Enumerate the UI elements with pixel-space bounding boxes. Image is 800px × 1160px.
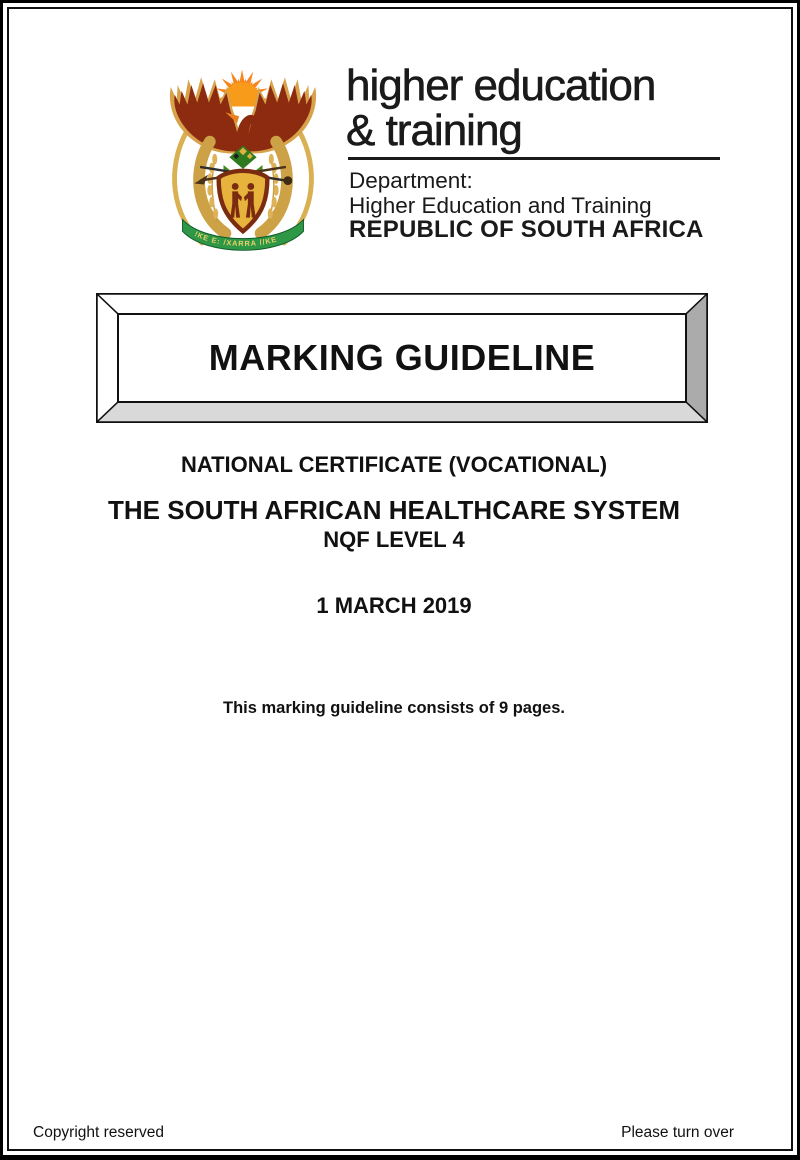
exam-date: 1 MARCH 2019 bbox=[316, 593, 472, 618]
turn-over-note: Please turn over bbox=[621, 1124, 734, 1141]
marking-guideline-title: MARKING GUIDELINE bbox=[208, 337, 596, 378]
subject-title: THE SOUTH AFRICAN HEALTHCARE SYSTEM bbox=[108, 495, 680, 525]
wordmark-line2: & training bbox=[346, 106, 522, 155]
south-africa-coat-of-arms-icon bbox=[165, 67, 321, 263]
certificate-heading: NATIONAL CERTIFICATE (VOCATIONAL) bbox=[180, 452, 608, 477]
department-block bbox=[349, 169, 704, 243]
department-name: Higher Education and Training bbox=[349, 192, 652, 218]
dhet-wordmark bbox=[346, 63, 655, 153]
emblem-motto-text: !KE E: /XARRA //KE bbox=[193, 229, 279, 248]
logo-divider-rule bbox=[348, 157, 720, 160]
page-inner-border bbox=[7, 7, 793, 1151]
wordmark-line1: higher education bbox=[346, 61, 656, 110]
copyright-note: Copyright reserved bbox=[33, 1124, 164, 1141]
country-name: REPUBLIC OF SOUTH AFRICA bbox=[349, 216, 704, 243]
marking-guideline-box bbox=[96, 293, 708, 423]
pages-note: This marking guideline consists of 9 pages. bbox=[223, 699, 565, 717]
department-label: Department: bbox=[349, 168, 473, 193]
nqf-level: NQF LEVEL 4 bbox=[323, 527, 465, 552]
page-footer bbox=[33, 1124, 734, 1142]
